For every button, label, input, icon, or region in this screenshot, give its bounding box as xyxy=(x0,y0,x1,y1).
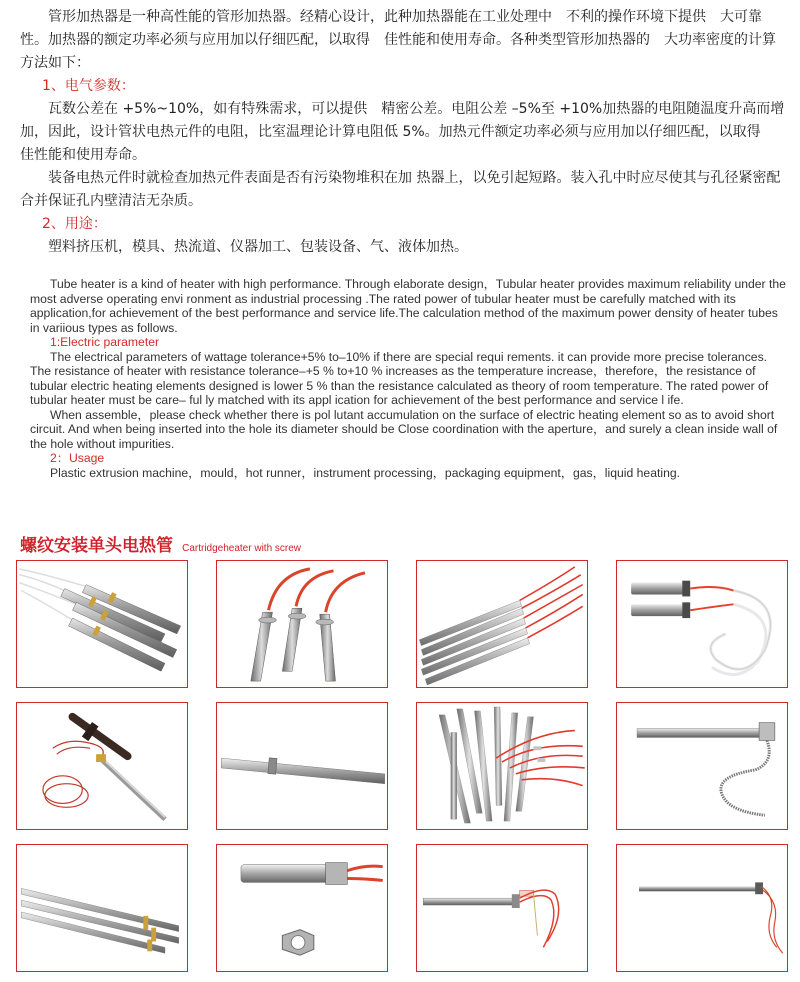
heater-image-icon xyxy=(17,561,187,687)
heater-image-icon xyxy=(617,703,787,829)
english-description xyxy=(30,277,790,480)
heater-image-icon xyxy=(217,561,387,687)
product-photo-grid xyxy=(16,560,788,972)
heater-photo-3 xyxy=(416,560,588,688)
english-heading-electric: 1:Electric parameter xyxy=(50,335,160,349)
english-heading-usage: 2：Usage xyxy=(50,451,105,465)
heater-image-icon xyxy=(417,703,587,829)
heater-image-icon xyxy=(17,845,187,971)
heater-photo-8 xyxy=(616,702,788,830)
english-intro: Tube heater is a kind of heater with high performance. Through elaborate design，Tubular heater provides maximum reliability under the most adverse operating envi ronment as industrial processing .The rated power of tubular heater must be carefully matched with its application,for achievement of the best performance and service life.The calculation method of the maximum power density of heater tubes in variious types as follows. xyxy=(30,277,786,335)
section-title xyxy=(20,531,301,556)
heater-photo-9 xyxy=(16,844,188,972)
heater-photo-6 xyxy=(216,702,388,830)
chinese-heading-usage: 2、用途： xyxy=(42,216,107,232)
heater-photo-1 xyxy=(16,560,188,688)
chinese-intro: 管形加热器是一种高性能的管形加热器。经精心设计，此种加热器能在工业处理中 不利的操作环境下提供 大可靠性。加热器的额定功率必须与应用加以仔细匹配，以取得 佳性能和使用寿命。各种类型管形加热器的 大功率密度的计算方法如下： xyxy=(20,9,776,71)
heater-photo-4 xyxy=(616,560,788,688)
heater-photo-11 xyxy=(416,844,588,972)
heater-image-icon xyxy=(417,845,587,971)
heater-image-icon xyxy=(617,845,787,971)
chinese-usage-paragraph: 塑料挤压机，模具、热流道、仪器加工、包装设备、气、液体加热。 xyxy=(48,239,468,255)
heater-image-icon xyxy=(17,703,187,829)
chinese-electric-paragraph: 瓦数公差在 +5%~10%，如有特殊需求，可以提供 精密公差。电阻公差 –5%至 +10%加热器的电阻随温度升高而增加，因此，设计管状电热元件的电阻，比室温理论计算电阻低 5%。加热元件额定功率必须与应用加以仔细匹配，以取得 佳性能和使用寿命。 xyxy=(20,101,785,163)
chinese-assembly-paragraph: 装备电热元件时就检查加热元件表面是否有污染物堆积在加 热器上，以免引起短路。装入孔中时应尽使其与孔径紧密配合并保证孔内壁清洁无杂质。 xyxy=(20,170,781,209)
section-title-english: Cartridgeheater with screw xyxy=(182,543,302,554)
english-assembly-paragraph: When assemble，please check whether there is pol lutant accumulation on the surface of electric heating element so as to avoid short circuit. And when being inserted into the hole its diameter should be Close coordination with the aperture，and surely a clean inside wall of the hole without impurities. xyxy=(30,407,778,451)
english-usage-paragraph: Plastic extrusion machine，mould，hot runner，instrument processing，packaging equipment，gas，liquid heating. xyxy=(50,465,681,480)
chinese-heading-electric: 1、电气参数： xyxy=(42,78,135,94)
heater-photo-5 xyxy=(16,702,188,830)
heater-photo-12 xyxy=(616,844,788,972)
english-electric-paragraph: The electrical parameters of wattage tolerance+5% to–10% if there are special requi rements. it can provide more precise tolerances. The resistance of heater with resistance tolerance–+5 % to+10 % increases as the temperature increase，therefore，the resistance of tubular electric heating elements designed is lower 5 % than the resistance calculated as theory of room temperature. The rated power of tubular heater must be care– ful ly matched with its appl ication for achievement of the best performance and service l ife. xyxy=(30,349,769,407)
heater-image-icon xyxy=(217,703,387,829)
chinese-description xyxy=(20,6,788,259)
section-title-chinese: 螺纹安装单头电热管 xyxy=(20,536,173,556)
heater-photo-7 xyxy=(416,702,588,830)
heater-photo-2 xyxy=(216,560,388,688)
heater-image-icon xyxy=(617,561,787,687)
heater-image-icon xyxy=(417,561,587,687)
heater-photo-10 xyxy=(216,844,388,972)
heater-image-icon xyxy=(217,845,387,971)
